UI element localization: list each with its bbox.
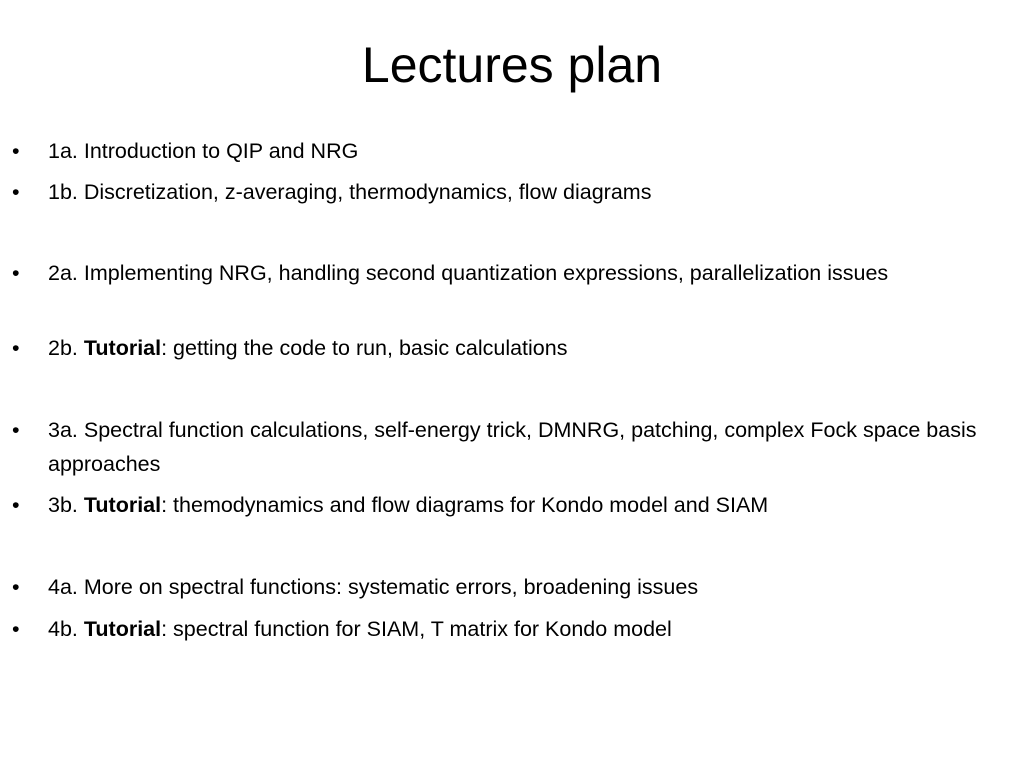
item-text: 3a. Spectral function calculations, self-energy trick, DMNRG, patching, complex Fock space basis approaches [48, 418, 977, 476]
list-item [12, 488, 993, 522]
item-prefix: 4b. [48, 617, 84, 641]
slide-title: Lectures plan [361, 37, 663, 93]
list-item [12, 413, 993, 481]
item-prefix: 3b. [48, 493, 84, 517]
list-item [12, 570, 993, 604]
list-item [12, 175, 993, 209]
list-item [12, 612, 993, 646]
bullet-icon: • [12, 180, 20, 204]
bullet-icon: • [12, 617, 20, 641]
list-item [12, 256, 993, 290]
item-emphasis: Tutorial [83, 617, 162, 641]
list-item [12, 134, 993, 168]
bullet-icon: • [12, 261, 20, 285]
bullet-icon: • [12, 575, 20, 599]
item-emphasis: Tutorial [83, 336, 162, 360]
item-text: 4a. More on spectral functions: systematic errors, broadening issues [48, 575, 699, 599]
list-item [12, 331, 993, 365]
bullet-icon: • [12, 336, 20, 360]
item-rest: : getting the code to run, basic calculations [161, 336, 568, 360]
item-prefix: 2b. [48, 336, 84, 360]
item-rest: : themodynamics and flow diagrams for Kondo model and SIAM [161, 493, 769, 517]
bullet-icon: • [12, 418, 20, 442]
bullet-icon: • [12, 493, 20, 517]
item-rest: : spectral function for SIAM, T matrix for Kondo model [161, 617, 672, 641]
item-text: 1b. Discretization, z-averaging, thermodynamics, flow diagrams [48, 180, 652, 204]
item-emphasis: Tutorial [83, 493, 162, 517]
item-text: 2a. Implementing NRG, handling second quantization expressions, parallelization issues [48, 261, 889, 285]
bullet-icon: • [12, 139, 20, 163]
item-text: 1a. Introduction to QIP and NRG [48, 139, 359, 163]
